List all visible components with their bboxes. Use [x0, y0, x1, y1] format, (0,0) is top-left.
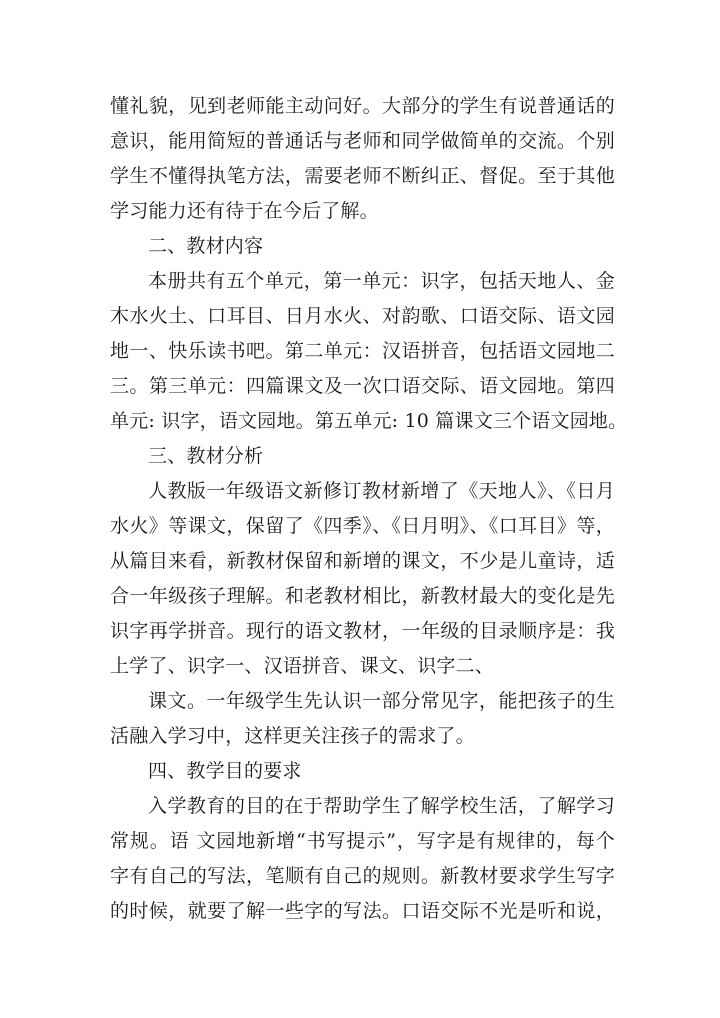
text-line: 从篇目来看，新教材保留和新增的课文，不少是儿童诗，适 — [110, 550, 615, 572]
text-line: 识字再学拼音。现行的语文教材，一年级的目录顺序是：我 — [110, 620, 615, 642]
text-line: 懂礼貌，见到老师能主动问好。大部分的学生有说普通话的 — [110, 95, 615, 117]
text-line: 上学了、识字一、汉语拼音、课文、识字二、 — [110, 655, 495, 677]
text-line: 学习能力还有待于在今后了解。 — [110, 200, 379, 222]
text-line: 意识，能用简短的普通话与老师和同学做简单的交流。个别 — [110, 130, 615, 152]
section-heading: 三、教材分析 — [148, 445, 264, 467]
text-line: 单元: 识字，语文园地。第五单元: 10 篇课文三个语文园地。 — [110, 410, 628, 432]
text-line: 人教版一年级语文新修订教材新增了《天地人》、《日月 — [148, 480, 615, 502]
text-line: 的时候，就要了解一些字的写法。口语交际不光是听和说， — [110, 900, 615, 922]
text-line: 木水火土、口耳目、日月水火、对韵歌、口语交际、语文园 — [110, 305, 615, 327]
text-line: 三。第三单元：四篇课文及一次口语交际、语文园地。第四 — [110, 375, 615, 397]
text-line: 常规。语 文园地新增“书写提示”，写字是有规律的，每个 — [110, 830, 615, 852]
text-line: 字有自己的写法，笔顺有自己的规则。新教材要求学生写字 — [110, 865, 615, 887]
text-line: 本册共有五个单元，第一单元：识字，包括天地人、金 — [148, 270, 615, 292]
text-line: 活融入学习中，这样更关注孩子的需求了。 — [110, 725, 475, 747]
section-heading: 二、教材内容 — [148, 235, 264, 257]
text-line: 学生不懂得执笔方法，需要老师不断纠正、督促。至于其他 — [110, 165, 615, 187]
text-line: 地一、快乐读书吧。第二单元：汉语拼音，包括语文园地二 — [110, 340, 615, 362]
text-line: 入学教育的目的在于帮助学生了解学校生活，了解学习 — [148, 795, 615, 817]
document-body — [110, 89, 628, 929]
text-line: 水火》等课文，保留了《四季》、《日月明》、《口耳目》等， — [110, 515, 615, 537]
section-heading: 四、教学目的要求 — [148, 760, 302, 782]
text-line: 课文。一年级学生先认识一部分常见字，能把孩子的生 — [148, 690, 615, 712]
text-line: 合一年级孩子理解。和老教材相比，新教材最大的变化是先 — [110, 585, 615, 607]
